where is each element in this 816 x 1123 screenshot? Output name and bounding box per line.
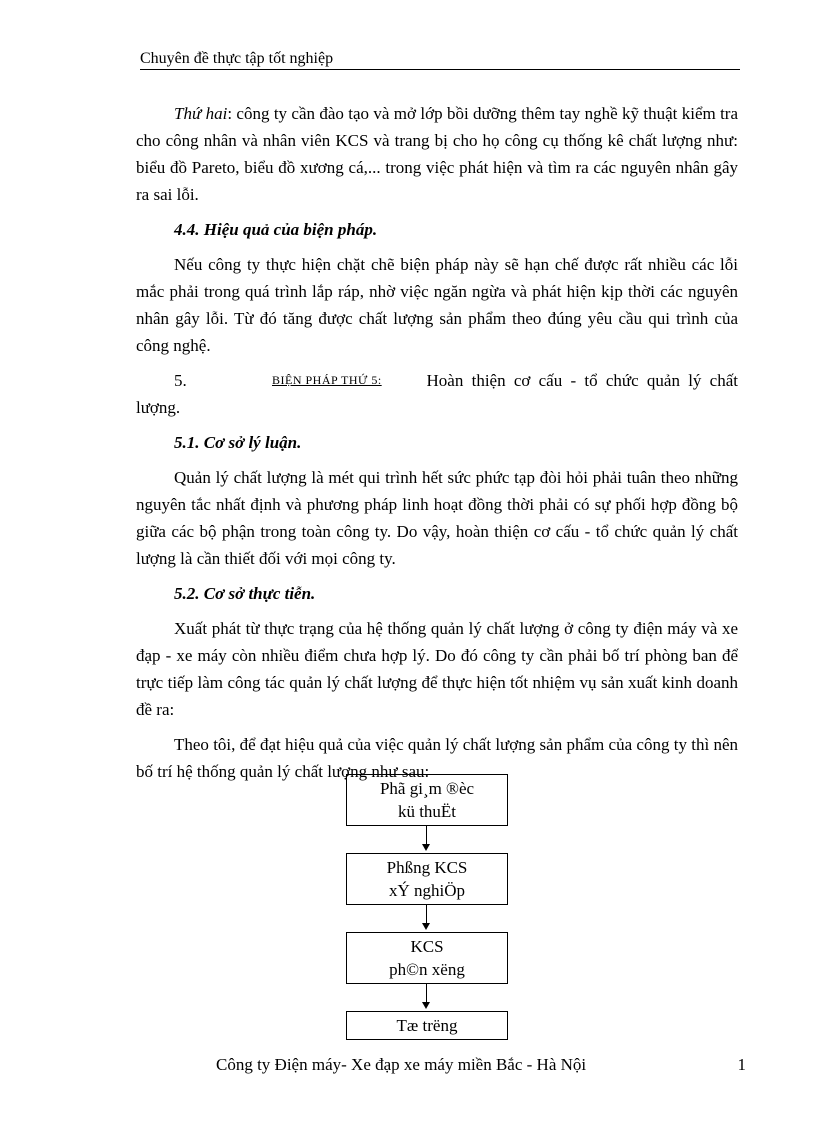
diagram-box-deputy-director	[346, 774, 508, 826]
paragraph-4: Xuất phát từ thực trạng của hệ thống quản lý chất lượng ở công ty điện máy và xe đạp - xe máy còn nhiều điểm chưa hợp lý. Do đó công ty cần phải bố trí phòng ban để trực tiếp làm công tác quản lý chất lượng để thực hiện tốt nhiệm vụ sản xuất kinh doanh đề ra:	[136, 619, 738, 719]
section-5-label: BIỆN PHÁP THỨ 5:	[272, 373, 382, 387]
quality-org-diagram	[346, 774, 508, 1040]
diagram-box-team-leader	[346, 1011, 508, 1040]
heading-5-1: 5.1. Cơ sở lý luận.	[174, 433, 302, 452]
section-5-text: Hoàn thiện cơ cấu - tổ chức quản lý chất	[426, 371, 738, 390]
diagram-box-3-line-1: KCS	[410, 937, 444, 956]
page-footer	[216, 1055, 746, 1075]
paragraph-3: Quản lý chất lượng là mét qui trình hết sức phức tạp đòi hỏi phải tuân theo những nguyên tắc nhất định và phương pháp linh hoạt đồng thời phải có sự phối hợp đồng bộ giữa các bộ phận trong toàn công ty. Do vậy, hoàn thiện cơ cấu - tổ chức quản lý chất lượng là cần thiết đối với mọi công ty.	[136, 468, 738, 568]
paragraph-1-text: : công ty cần đào tạo và mở lớp bồi dưỡng thêm tay nghề kỹ thuật kiểm tra cho công nhân và nhân viên KCS và trang bị cho họ công cụ thống kê chất lượng như: biểu đồ Pareto, biểu đồ xương cá,... trong việc phát hiện và tìm ra các nguyên nhân gây ra sai lỗi.	[136, 104, 739, 204]
paragraph-1	[136, 100, 738, 208]
page-number: 1	[737, 1055, 746, 1074]
diagram-box-3-line-2: ph©n xëng	[389, 960, 465, 979]
main-content	[136, 100, 738, 785]
diagram-arrow-3	[346, 984, 508, 1011]
diagram-arrow-1	[346, 826, 508, 853]
diagram-arrow-2	[346, 905, 508, 932]
diagram-box-kcs-enterprise	[346, 853, 508, 905]
section-5-text-continued: lượng.	[136, 398, 181, 417]
diagram-box-4-line-1: Tæ trëng	[396, 1016, 458, 1035]
diagram-box-1-line-1: Phã gi¸m ®èc	[379, 779, 475, 798]
paragraph-5: Theo tôi, để đạt hiệu quả của việc quản lý chất lượng sản phẩm của công ty thì nên bố trí hệ thống quản lý chất lượng như sau:	[136, 735, 738, 781]
diagram-box-kcs-workshop	[346, 932, 508, 984]
diagram-box-2-line-2: xÝ nghiÖp	[388, 881, 466, 900]
diagram-box-2-line-1: Phßng KCS	[386, 858, 468, 877]
section-5-title	[136, 367, 738, 421]
page-header: Chuyên đề thực tập tốt nghiệp	[140, 50, 740, 70]
diagram-box-1-line-2: kü thuËt	[397, 802, 457, 821]
footer-text: Công ty Điện máy- Xe đạp xe máy miền Bắc - Hà Nội	[216, 1055, 587, 1074]
paragraph-2: Nếu công ty thực hiện chặt chẽ biện pháp này sẽ hạn chế được rất nhiều các lỗi mắc phải trong quá trình lắp ráp, nhờ việc ngăn ngừa và phát hiện kịp thời các nguyên nhân gây lỗi. Từ đó tăng được chất lượng sản phẩm theo đúng yêu cầu qui trình của công nghệ.	[136, 255, 738, 355]
section-5-number: 5.	[174, 371, 187, 390]
paragraph-1-lead: Thứ hai	[174, 104, 228, 123]
heading-5-2: 5.2. Cơ sở thực tiễn.	[174, 584, 316, 603]
heading-4-4: 4.4. Hiệu quả của biện pháp.	[174, 220, 378, 239]
